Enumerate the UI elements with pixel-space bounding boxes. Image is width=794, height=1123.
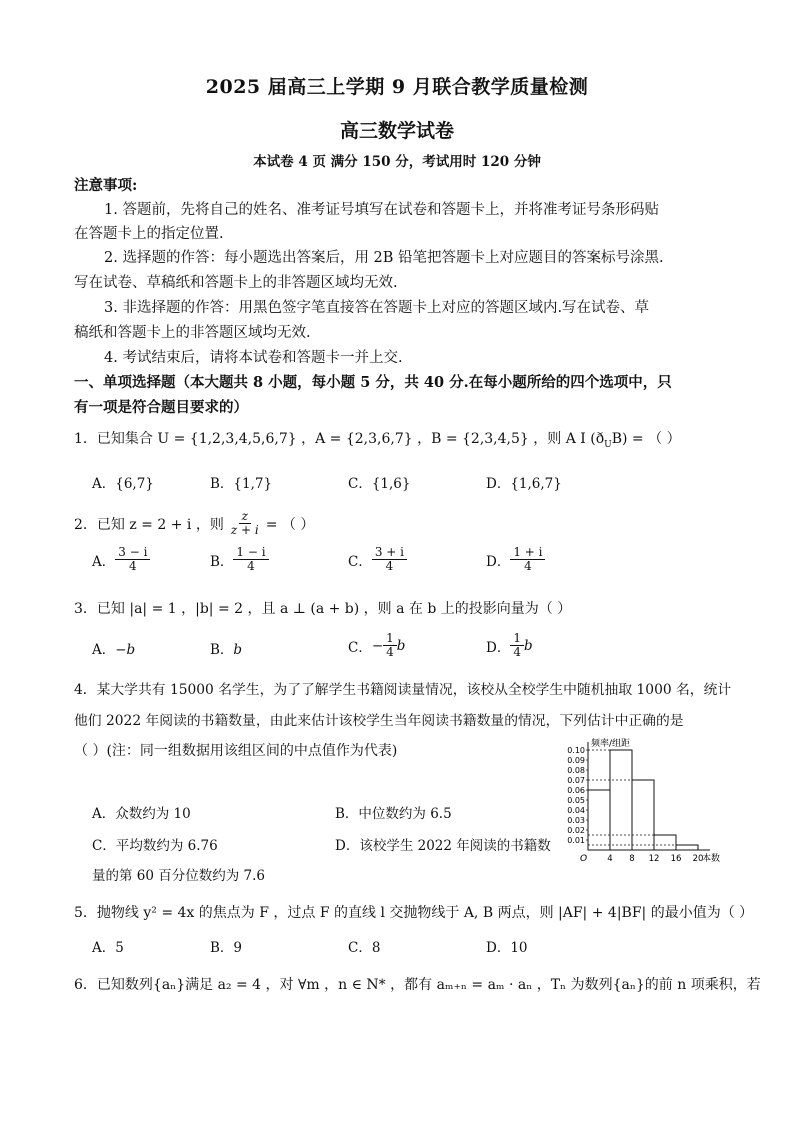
question-1-stem: 1．已知集合 U = {1,2,3,4,5,6,7} ，A = {2,3,6,7} ，B = {2,3,4,5} ，则 A I $(ð_UB)$ = （ ） [74,431,681,450]
y-tick-label-7: 0.07 [567,776,585,785]
q3-option-b[interactable]: B．b [210,642,243,658]
histogram-bar-4 [654,835,676,850]
question-4-line-1: 4．某大学共有 15000 名学生，为了了解学生书籍阅读量情况，该校从全校学生中随机抽取 1000 名，统计 [74,682,732,698]
q2-option-b[interactable]: B． $\frac{1 - i}{4}$ [210,546,269,573]
exam-subtitle: 高三数学试卷 [339,120,454,142]
notice-line-2: 在答题卡上的指定位置. [74,226,224,242]
histogram-bar-5 [676,845,698,850]
question-5-stem: 5．抛物线 y² = 4x 的焦点为 F ，过点 F 的直线 l 交抛物线于 A, B 两点，则 |AF| + 4|BF| 的最小值为（ ） [74,905,754,921]
x-tick-label-4: 16 [670,854,682,864]
x-tick-label-2: 8 [629,854,635,864]
exam-title: 2025 届高三上学期 9 月联合教学质量检测 [205,76,589,98]
q2-option-c[interactable]: C． $\frac{3 + i}{4}$ [348,546,407,573]
q4-option-b[interactable]: B．中位数约为 6.5 [335,806,452,822]
x-tick-label-3: 12 [648,854,660,864]
question-4-line-3: （ ）(注：同一组数据用该组区间的中点值作为代表) [74,743,398,759]
histogram-chart [550,738,720,870]
section-heading-1: 一、单项选择题（本大题共 8 小题，每小题 5 分，共 40 分.在每小题所给的四个选项中，只 [74,374,672,391]
notice-line-5: 3. 非选择题的作答：用黑色签字笔直接答在答题卡上对应的答题区域内.写在试卷、草 [104,300,650,316]
section-heading-2: 有一项是符合题目要求的） [74,399,248,416]
question-2-stem: 2．已知 z = 2 + i ，则 $\frac{z}{z + i}$ = （ ） [74,509,315,537]
question-6-stem: 6．已知数列{aₙ}满足 a₂ = 4 ，对 ∀m ，n ∈ N* ，都有 aₘ₊ₙ = aₘ · aₙ ，Tₙ 为数列{aₙ}的前 n 项乘积，若 [74,977,761,993]
y-tick-label-2: 0.02 [567,826,585,835]
q2-option-d[interactable]: D． $\frac{1 + i}{4}$ [486,546,545,573]
y-axis-label: 频率/组距 [591,739,631,749]
q3-option-c[interactable]: C． − $\frac{1}{4}$ b [348,631,406,659]
q4-option-c[interactable]: C．平均数约为 6.76 [92,838,218,854]
origin-label: O [580,854,588,864]
q5-option-c[interactable]: C．8 [348,940,381,956]
notice-line-1: 1. 答题前，先将自己的姓名、准考证号填写在试卷和答题卡上，并将准考证号条形码贴 [104,202,659,218]
x-tick-label-5: 20 [692,854,704,864]
y-tick-label-10: 0.10 [567,746,585,755]
notice-line-7: 4. 考试结束后，请将本试卷和答题卡一并上交. [104,350,403,366]
y-tick-label-5: 0.05 [567,796,585,805]
y-tick-label-8: 0.08 [567,766,585,775]
x-tick-label-1: 4 [607,854,613,864]
x-axis-label: 本数 [702,854,720,864]
q4-option-d-continued: 量的第 60 百分位数约为 7.6 [92,868,266,884]
y-tick-label-9: 0.09 [567,756,585,765]
question-4-line-2: 他们 2022 年阅读的书籍数量，由此来估计该校学生当年阅读书籍数量的情况，下列估计中正确的是 [74,713,684,729]
q5-option-d[interactable]: D．10 [486,940,528,956]
q3-option-d[interactable]: D． $\frac{1}{4}$ b [486,631,533,659]
q5-option-a[interactable]: A．5 [92,940,124,956]
exam-info: 本试卷 4 页 满分 150 分，考试用时 120 分钟 [253,154,541,170]
notice-heading: 注意事项: [74,177,138,194]
histogram-bar-3 [632,780,654,850]
notice-line-6: 稿纸和答题卡上的非答题区域均无效. [74,325,311,341]
histogram-bar-1 [588,790,610,850]
q2-fraction: $\frac{z}{z + i}$ [230,509,259,537]
notice-line-3: 2. 选择题的作答：每小题选出答案后，用 2B 铅笔把答题卡上对应题目的答案标号涂黑. [104,250,664,266]
notice-line-4: 写在试卷、草稿纸和答题卡上的非答题区域均无效. [74,275,398,291]
y-tick-label-3: 0.03 [567,816,585,825]
y-tick-label-1: 0.01 [567,836,585,845]
q1-option-c[interactable]: C．{1,6} [348,476,411,492]
q3-option-a[interactable]: A．−b [92,642,136,658]
q4-option-a[interactable]: A．众数约为 10 [92,806,191,822]
y-tick-label-4: 0.04 [567,806,585,815]
question-3-stem: 3．已知 |a| = 1 ，|b| = 2 ，且 a ⊥ (a + b) ，则 a 在 b 上的投影向量为（ ） [74,601,572,617]
q4-option-d[interactable]: D．该校学生 2022 年阅读的书籍数 [335,838,551,854]
q1-option-b[interactable]: B．{1,7} [210,476,273,492]
q1-option-a[interactable]: A．{6,7} [92,476,154,492]
q5-option-b[interactable]: B．9 [210,940,243,956]
q2-option-a[interactable]: A． $\frac{3 - i}{4}$ [92,546,150,573]
q1-option-d[interactable]: D．{1,6,7} [486,476,562,492]
y-tick-label-6: 0.06 [567,786,585,795]
